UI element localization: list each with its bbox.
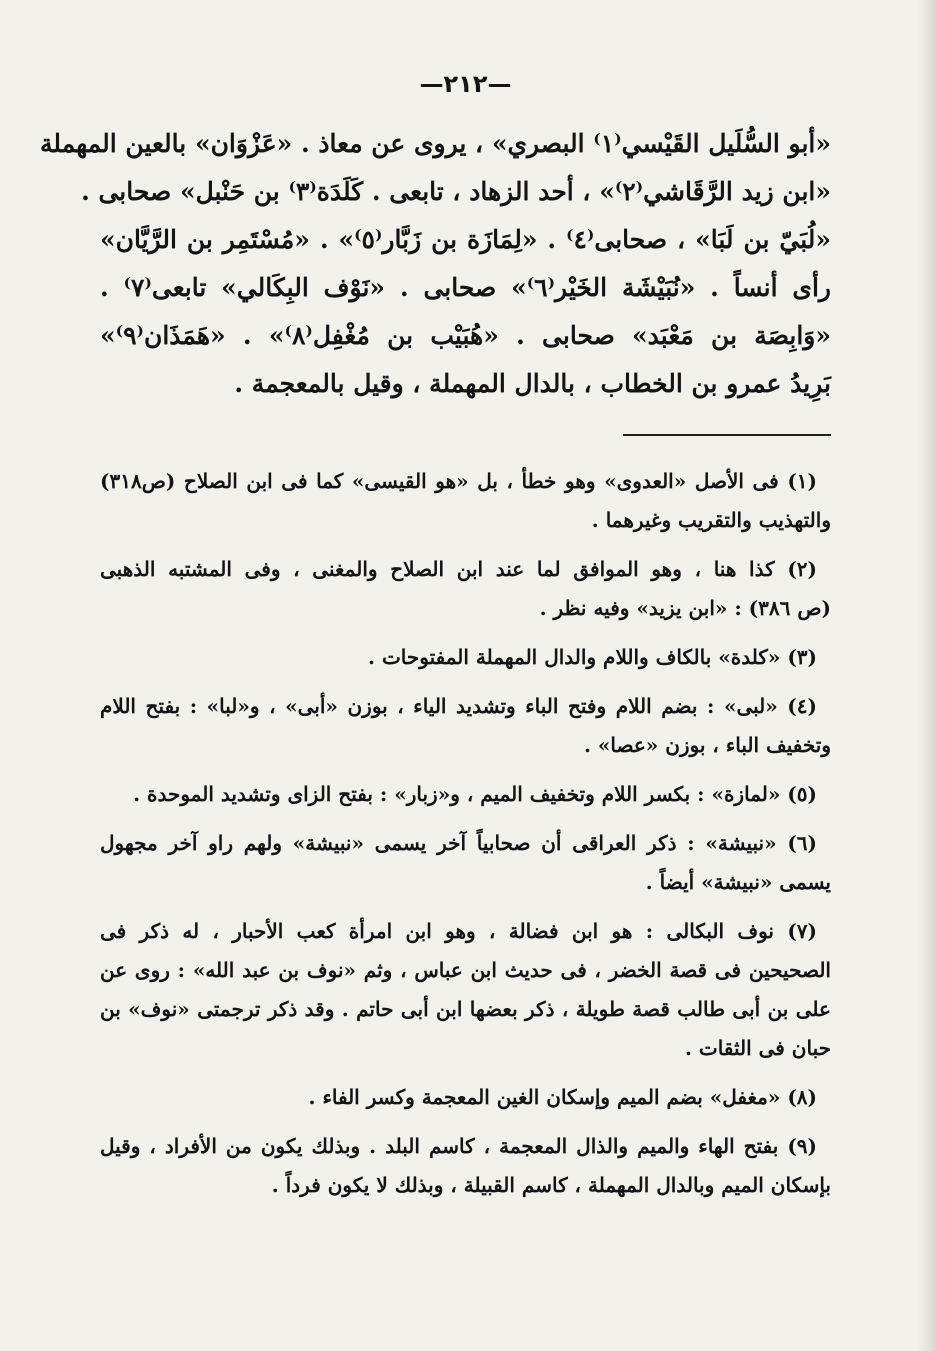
footnote-5 [100, 775, 831, 814]
footnote-line: (٢) كذا هنا ، وهو الموافق لما عند ابن الصلاح والمغنى ، وفى المشتبه الذهبى [100, 557, 817, 581]
main-text-line: «ابن زيد الرَّقَاشي⁽٢⁾» ، أحد الزهاد ، تابعى . كَلَدَة⁽٣⁾ بن حَنْبل» صحابى . [81, 177, 831, 206]
footnote-9 [100, 1127, 831, 1205]
footnote-1 [100, 462, 831, 540]
footnote-line: حبان فى الثقات . [685, 1036, 831, 1060]
footnote-line: على بن أبى طالب قصة طويلة ، ذكر بعضها ابن أبى حاتم . وقد ذكر ترجمتى «نوف» بن [100, 997, 831, 1021]
footnote-line: بإسكان الميم وبالدال المهملة ، كاسم القبيلة ، وبذلك لا يكون فرداً . [271, 1173, 831, 1197]
page-number: —٢١٢— [419, 70, 512, 98]
footnote-line: وتخفيف الباء ، بوزن «عصا» . [583, 733, 831, 757]
main-text-line: «وَابِصَة بن مَعْبَد» صحابى . «هُبَيْب بن مُغْفِل⁽٨⁾» . «هَمَذَان⁽٩⁾» [100, 321, 831, 350]
footnote-6 [100, 824, 831, 902]
footnote-line: (٤) «لبى» : بضم اللام وفتح الباء وتشديد الياء ، بوزن «أبى» ، و«لبا» : بفتح اللام [100, 694, 817, 718]
footnote-line: (٣) «كلدة» بالكاف واللام والدال المهملة المفتوحات . [368, 645, 817, 669]
page-edge-shadow [918, 0, 936, 1351]
footnote-line: (٩) بفتح الهاء والميم والذال المعجمة ، كاسم البلد . وبذلك يكون من الأفراد ، وقيل [100, 1134, 818, 1158]
main-text-line: «لُبَيّ بن لَبَا» ، صحابى⁽٤⁾ . «لِمَازَة بن زَبَّار⁽٥⁾» . «مُسْتَمِر بن الرَّيَّان» [100, 225, 831, 254]
footnote-line: (٦) «نبيشة» : ذكر العراقى أن صحابياً آخر يسمى «نبيشة» ولهم راو آخر مجهول [100, 831, 817, 855]
footnote-line: والتهذيب والتقريب وغيرهما . [591, 508, 831, 532]
footnote-line: (١) فى الأصل «العدوى» وهو خطأ ، بل «هو القيسى» كما فى ابن الصلاح (ص٣١٨) [100, 469, 817, 493]
footnote-8 [100, 1078, 831, 1117]
footnote-line: الصحيحين فى قصة الخضر ، فى حديث ابن عباس ، وثم «نوف بن عبد الله» : روى عن [100, 958, 831, 982]
footnote-3 [100, 638, 831, 677]
footnote-line: (٨) «مغفل» بضم الميم وإسكان الغين المعجمة وكسر الفاء . [308, 1085, 817, 1109]
footnote-line: (٥) «لمازة» : بكسر اللام وتخفيف الميم ، و«زبار» : بفتح الزاى وتشديد الموحدة . [133, 782, 817, 806]
main-text-line: رأى أنساً . «نُبَيْشَة الخَيْر⁽٦⁾» صحابى . «نَوْف البِكَالي» تابعى⁽٧⁾ . [100, 273, 831, 302]
footnote-separator [623, 434, 831, 436]
footnote-line: (ص ٣٨٦) : «ابن يزيد» وفيه نظر . [539, 596, 831, 620]
footnote-2 [100, 550, 831, 628]
footnote-7 [100, 912, 831, 1068]
main-text-line: بَرِيدُ عمرو بن الخطاب ، بالدال المهملة ، وقيل بالمعجمة . [234, 369, 831, 398]
footnote-line: (٧) نوف البكالى : هو ابن فضالة ، وهو ابن امرأة كعب الأحبار ، له ذكر فى [100, 919, 817, 943]
footnotes [100, 462, 831, 1205]
main-text-line: «أبو السُّلَيل القَيْسي⁽١⁾ البصري» ، يروى عن معاذ . «عَزْوَان» بالعين المهملة [40, 129, 831, 158]
footnote-4 [100, 687, 831, 765]
footnote-line: يسمى «نبيشة» أيضاً . [645, 870, 831, 894]
main-text [40, 120, 831, 408]
